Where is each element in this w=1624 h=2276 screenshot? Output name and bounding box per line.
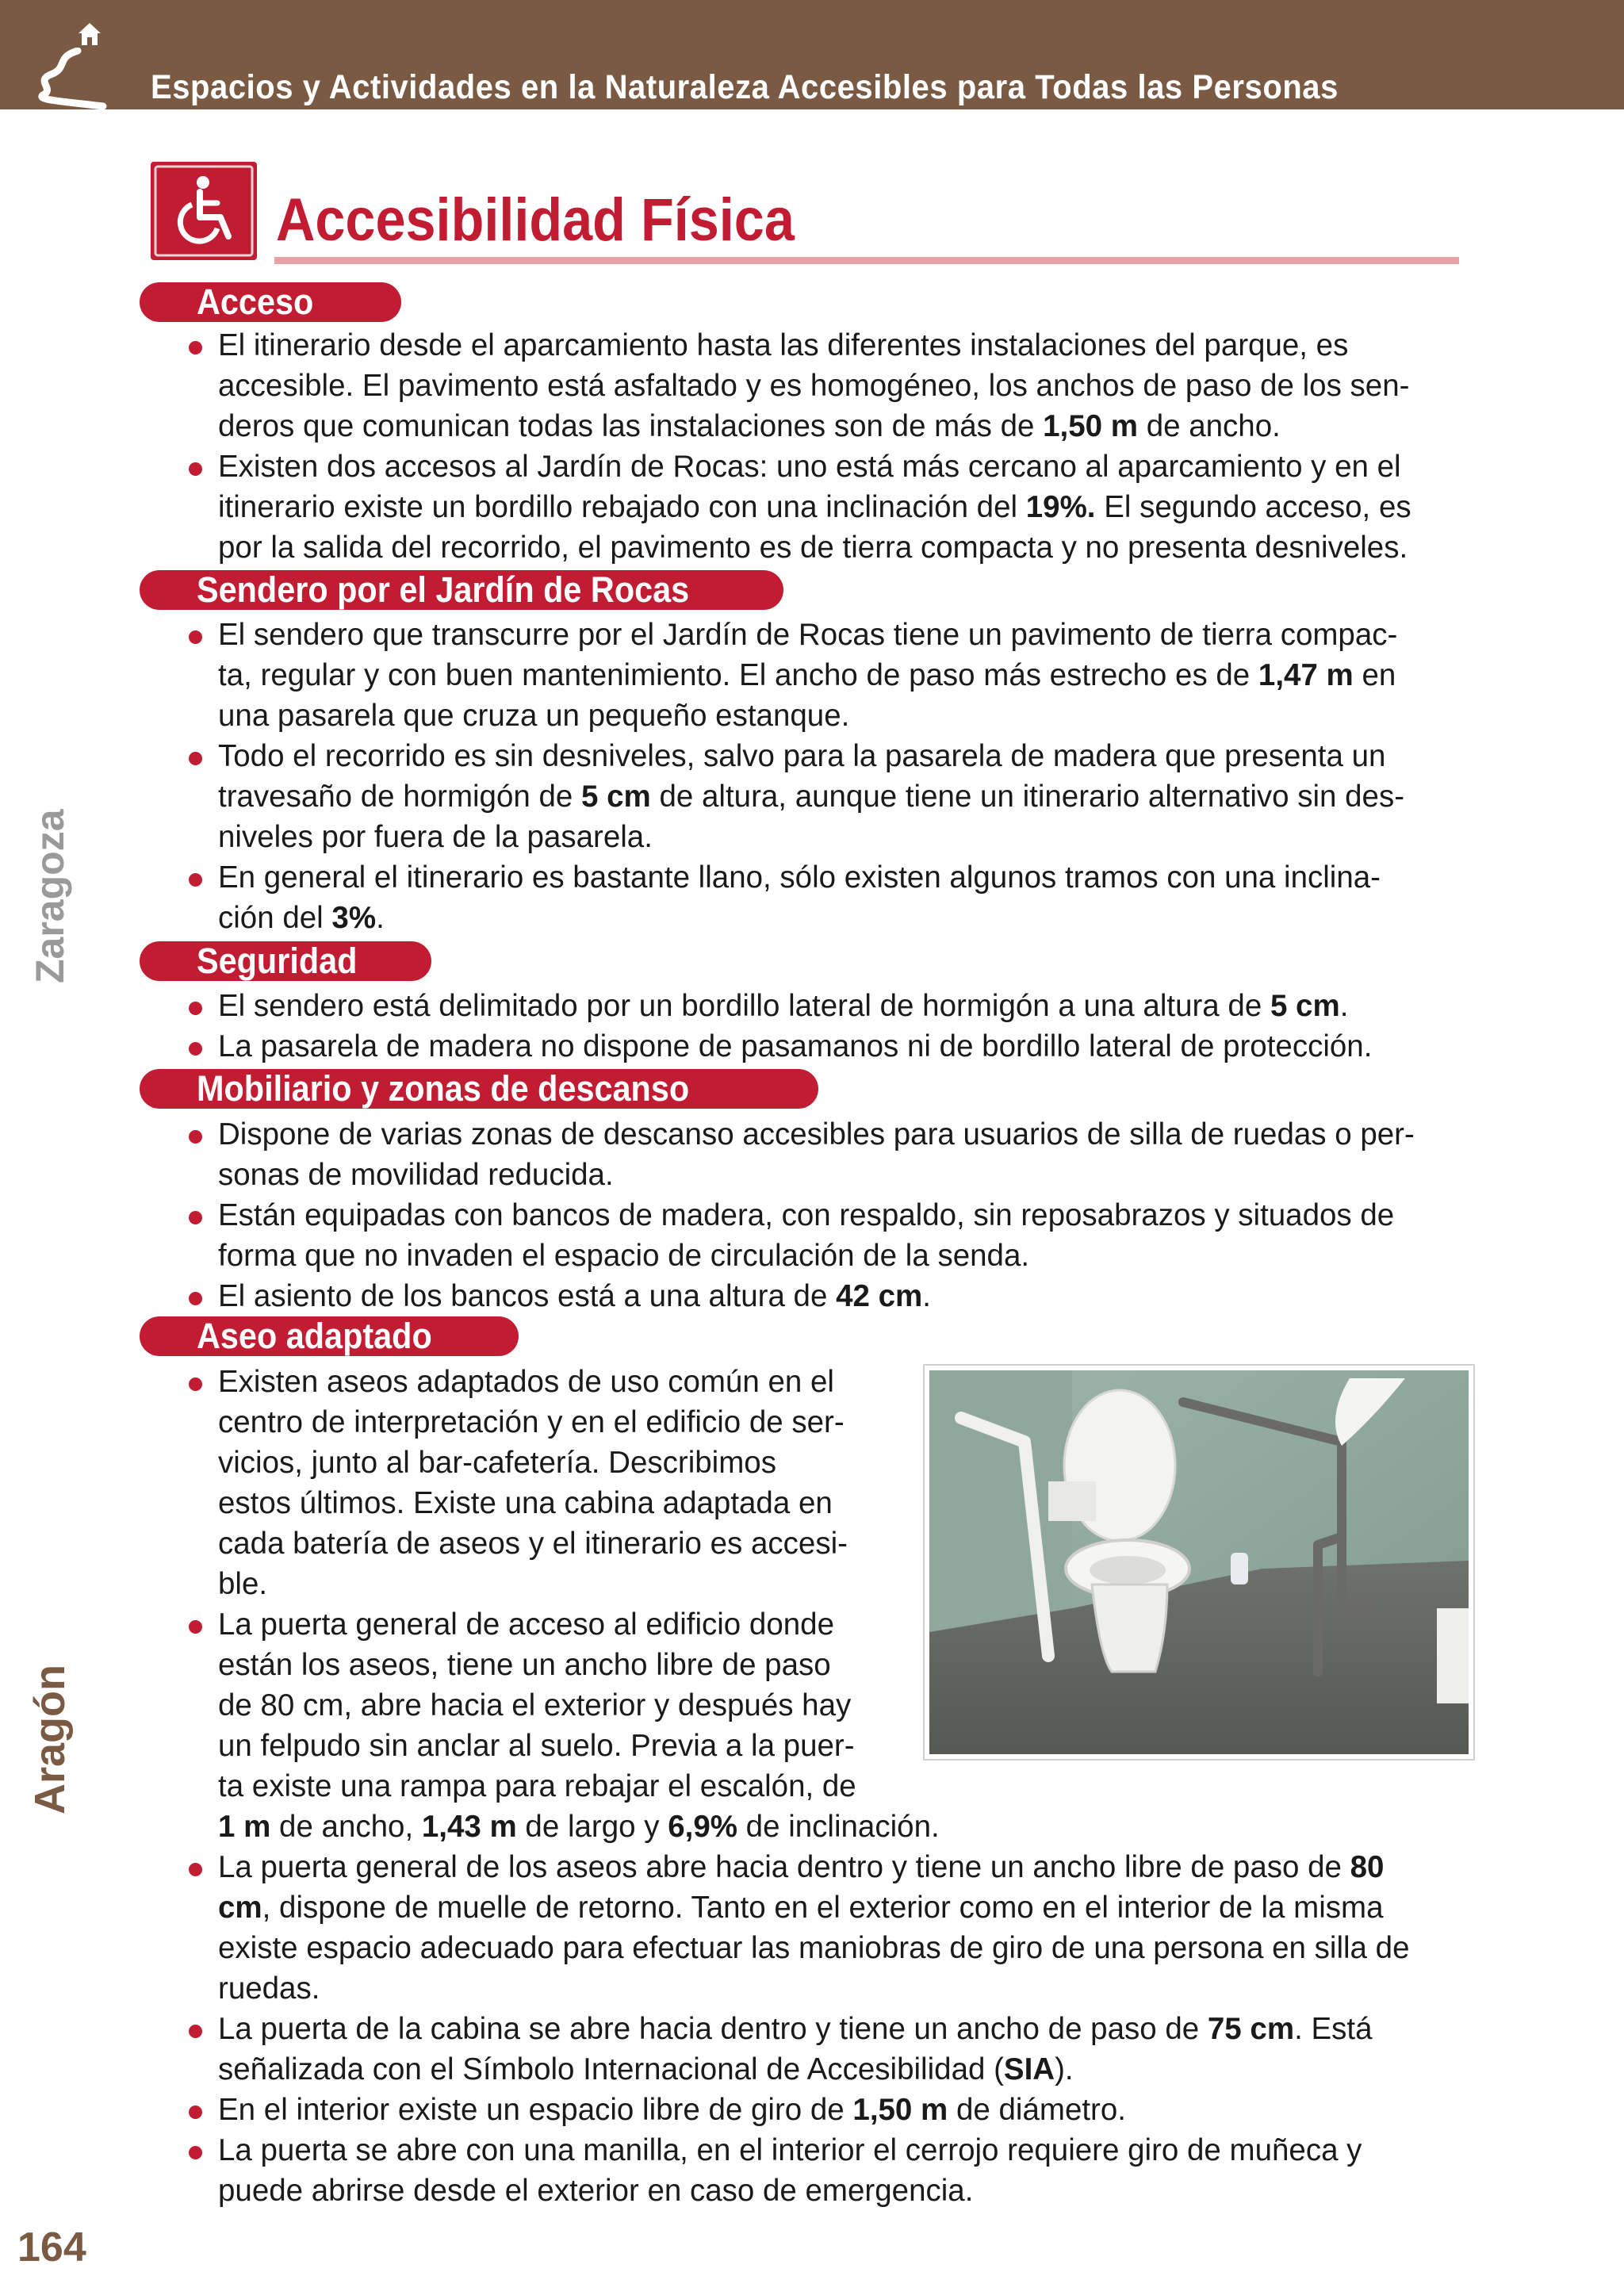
body-text-line: de 80 cm, abre hacia el exterior y después hay [218,1688,852,1722]
body-text-line: vicios, junto al bar-cafetería. Describimos [218,1446,776,1480]
subsection-heading-text: Sendero por el Jardín de Rocas [197,569,690,610]
subsection-heading-sendero [140,570,783,610]
sidebar-region-label: Zaragoza [28,809,72,983]
subsection-heading-aseo [140,1316,519,1356]
bullet-icon [189,752,202,765]
bullet-icon [189,1130,202,1144]
body-text-line: En general el itinerario es bastante llano, sólo existen algunos tramos con una inclina- [218,860,1381,895]
page-number: 164 [17,2224,86,2270]
bullet-icon [189,1042,202,1056]
bullet-icon [189,1377,202,1391]
body-text-line: accesible. El pavimento está asfaltado y es homogéneo, los anchos de paso de los sen- [218,369,1410,403]
body-text-line: están los aseos, tiene un ancho libre de paso [218,1648,831,1682]
bullet-icon [189,1211,202,1224]
body-text-line: El sendero está delimitado por un bordillo lateral de hormigón a una altura de 5 cm. [218,989,1349,1023]
bullet-icon [189,1863,202,1876]
bullet-icon [189,873,202,887]
winding-path-icon [32,48,111,109]
body-text-line: existe espacio adecuado para efectuar las maniobras de giro de una persona en silla de [218,1931,1410,1965]
body-text-line: El itinerario desde el aparcamiento hasta las diferentes instalaciones del parque, es [218,328,1349,362]
page-title: Accesibilidad Física [276,186,795,254]
body-text-line: Están equipadas con bancos de madera, con respaldo, sin reposabrazos y situados de [218,1198,1395,1232]
subsection-heading-text: Seguridad [197,941,358,981]
body-text-line: En el interior existe un espacio libre de giro de 1,50 m de diámetro. [218,2093,1126,2127]
subsection-heading-mobiliario [140,1069,818,1109]
header-title: Espacios y Actividades en la Naturaleza Accesibles para Todas las Personas [151,68,1339,106]
subsection-heading-acceso [140,282,401,322]
body-text-line: itinerario existe un bordillo rebajado con una inclinación del 19%. El segundo acceso, es [218,490,1411,524]
body-text-line: ta, regular y con buen mantenimiento. El ancho de paso más estrecho es de 1,47 m en [218,658,1396,692]
body-text-line: El sendero que transcurre por el Jardín de Rocas tiene un pavimento de tierra compac- [218,618,1398,652]
body-text-line: Dispone de varias zonas de descanso accesibles para usuarios de silla de ruedas o per- [218,1117,1415,1151]
bullet-icon [189,2146,202,2159]
subsection-heading-text: Acceso [197,282,314,322]
body-text-line: deros que comunican todas las instalaciones son de más de 1,50 m de ancho. [218,409,1281,443]
body-text-line: ción del 3%. [218,901,385,935]
body-text-line: forma que no invaden el espacio de circulación de la senda. [218,1239,1030,1273]
body-text-line: La pasarela de madera no dispone de pasamanos ni de bordillo lateral de protección. [218,1029,1373,1063]
body-text-line: puede abrirse desde el exterior en caso de emergencia. [218,2174,974,2208]
body-text-line: niveles por fuera de la pasarela. [218,820,653,854]
body-text-line: 1 m de ancho, 1,43 m de largo y 6,9% de inclinación. [218,1810,940,1844]
bullet-icon [189,1620,202,1634]
photo-adapted-toilet [925,1366,1473,1759]
body-text-line: ruedas. [218,1971,320,2006]
body-text-line: ta existe una rampa para rebajar el escalón, de [218,1769,856,1803]
body-text-line: estos últimos. Existe una cabina adaptada en [218,1486,833,1520]
body-text-line: La puerta de la cabina se abre hacia dentro y tiene un ancho de paso de 75 cm. Está [218,2012,1373,2046]
body-text-line: La puerta se abre con una manilla, en el interior el cerrojo requiere giro de muñeca y [218,2133,1362,2167]
bullet-icon [189,341,202,354]
bullet-icon [189,1002,202,1015]
body-text-line: La puerta general de los aseos abre hacia dentro y tiene un ancho libre de paso de 80 [218,1850,1385,1884]
subsection-heading-text: Aseo adaptado [197,1316,432,1356]
body-text-line: señalizada con el Símbolo Internacional de Accesibilidad (SIA). [218,2052,1074,2086]
body-text-line: centro de interpretación y en el edificio de ser- [218,1405,845,1439]
subsection-heading-text: Mobiliario y zonas de descanso [197,1068,690,1109]
sidebar-community-label: Aragón [26,1665,74,1814]
body-text-line: cm, dispone de muelle de retorno. Tanto en el exterior como en el interior de la misma [218,1891,1384,1925]
body-text-line: sonas de movilidad reducida. [218,1158,614,1192]
body-text-line: cada batería de aseos y el itinerario es accesi- [218,1527,848,1561]
body-text-line: El asiento de los bancos está a una altura de 42 cm. [218,1279,931,1313]
body-text-line: travesaño de hormigón de 5 cm de altura, aunque tiene un itinerario alternativo sin des- [218,780,1405,814]
body-text-line: La puerta general de acceso al edificio donde [218,1607,834,1642]
bullet-icon [189,630,202,644]
body-text-line: una pasarela que cruza un pequeño estanque. [218,699,850,733]
body-text-line: Existen aseos adaptados de uso común en el [218,1365,834,1399]
bullet-icon [189,2105,202,2119]
body-text-line: ble. [218,1567,268,1601]
bullet-icon [189,2025,202,2038]
body-text-line: por la salida del recorrido, el pavimento es de tierra compacta y no presenta desniveles. [218,531,1408,565]
subsection-heading-seguridad [140,941,431,981]
bullet-icon [189,1292,202,1305]
title-underline [274,257,1459,264]
bullet-icon [189,462,202,476]
wheelchair-icon [151,162,257,260]
home-icon [76,21,103,48]
body-text-line: un felpudo sin anclar al suelo. Previa a la puer- [218,1729,855,1763]
body-text-line: Existen dos accesos al Jardín de Rocas: uno está más cercano al aparcamiento y en el [218,450,1401,484]
body-text-line: Todo el recorrido es sin desniveles, salvo para la pasarela de madera que presenta un [218,739,1386,773]
